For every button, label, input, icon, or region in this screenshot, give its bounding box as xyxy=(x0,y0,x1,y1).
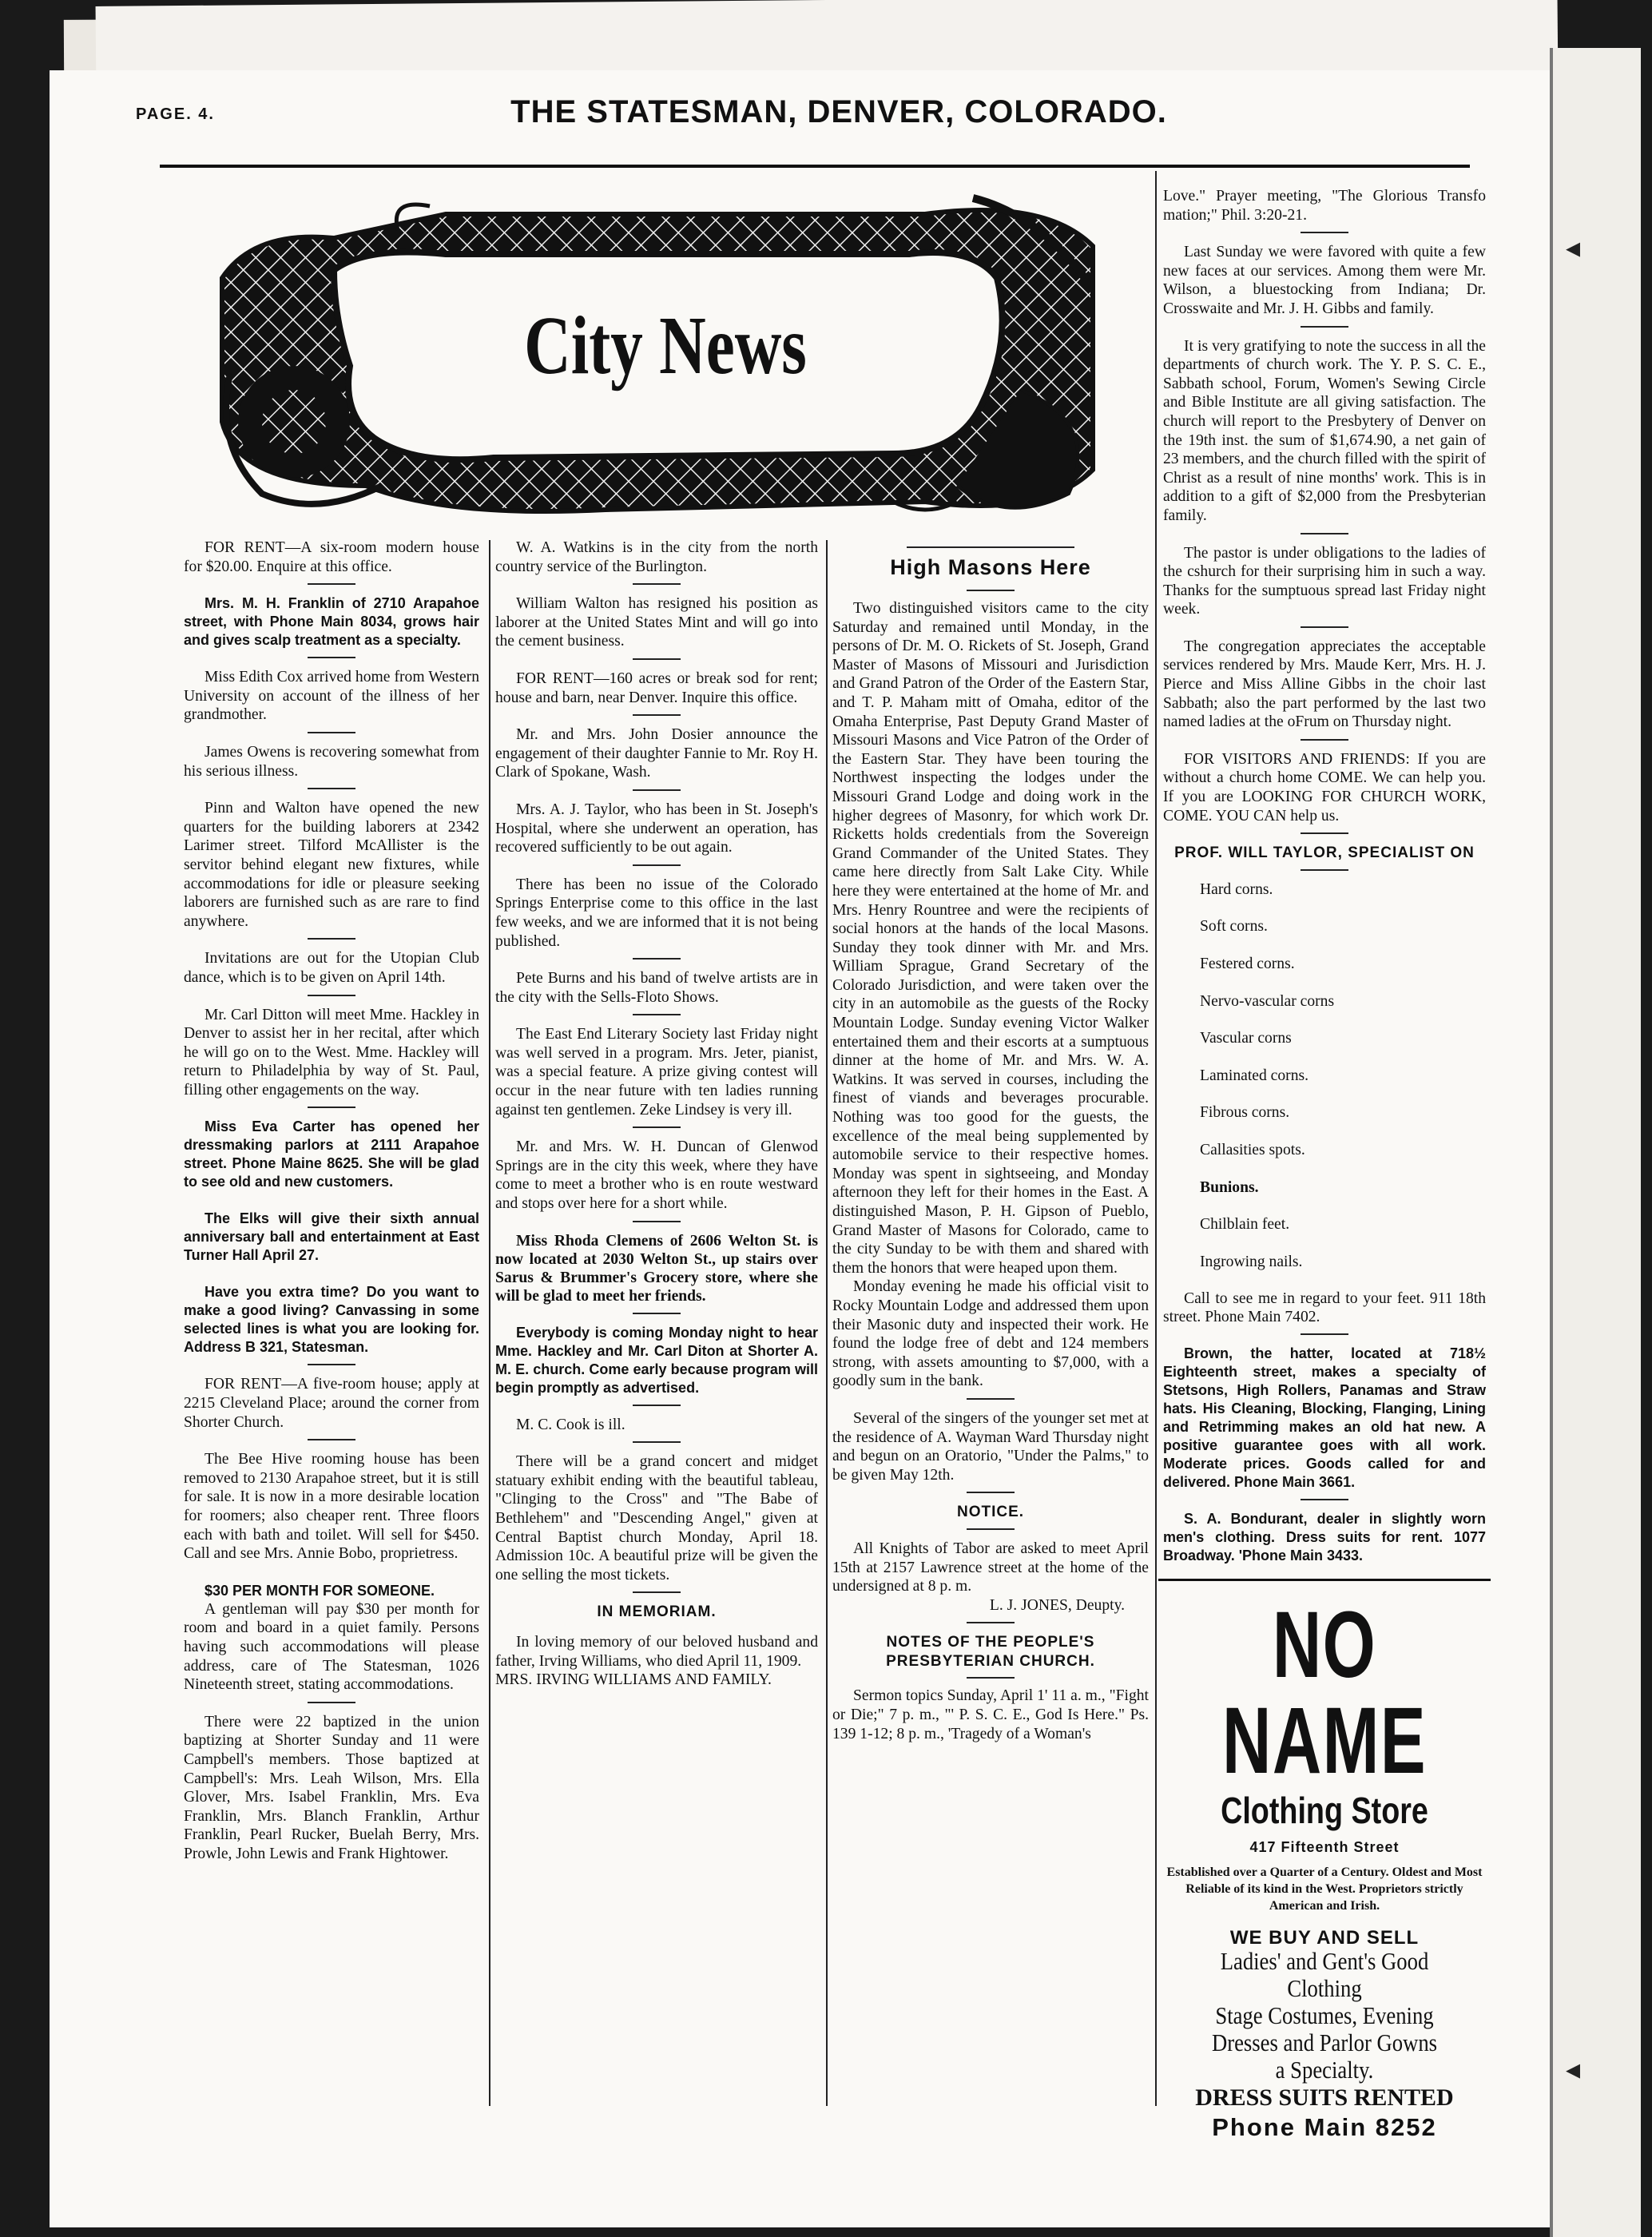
notice-heading: NOTICE. xyxy=(956,1504,1025,1521)
ad-line: Stage Costumes, Evening xyxy=(1215,2001,1434,2029)
divider xyxy=(633,1221,681,1222)
divider xyxy=(308,583,355,585)
divider xyxy=(633,1441,681,1443)
column-rule xyxy=(826,540,828,2106)
column-3 xyxy=(832,538,1149,1762)
no-name-clothing-ad xyxy=(1163,1592,1486,2142)
article: Miss Rhoda Clemens of 2606 Welton St. is now located at 2030 Welton St., up stairs over Sarus & Brummer's Grocery store, where she will be glad to meet her friends. xyxy=(495,1232,818,1305)
memoriam-signature: MRS. IRVING WILLIAMS AND FAMILY. xyxy=(495,1671,772,1689)
article: The Bee Hive rooming house has been removed to 2130 Arapahoe street, but it is still for sale. It is now in a more desirable location for roomers; also cheaper rent. Three floors each with bath and toilet. Will sell for $450. Call and see Mrs. Annie Bobo, proprietress. xyxy=(184,1451,479,1563)
article: The East End Literary Society last Friday night was well served in a program. Mrs. Jeter, pianist, was a special feature. A prize giving contest will occur in the near future with ten ladies running against ten gentlemen. Zeke Lindsey is very ill. xyxy=(495,1026,818,1118)
list-item: Bunions. xyxy=(1200,1178,1259,1196)
ad-established: Established over a Quarter of a Century. Oldest and Most Reliable of its kind in the West. Proprietors strictly American and Irish. xyxy=(1166,1865,1483,1913)
divider xyxy=(633,714,681,716)
divider xyxy=(633,1591,681,1593)
ad-line: Ladies' and Gent's Good Clothing xyxy=(1220,1946,1429,2002)
section-title: City News xyxy=(524,300,807,391)
divider xyxy=(967,1677,1015,1679)
divider xyxy=(1301,626,1348,628)
divider xyxy=(1301,533,1348,534)
list-item: Hard corns. xyxy=(1200,880,1273,898)
hatter-ad: Brown, the hatter, located at 718½ Eighteenth street, makes a specialty of Stetsons, High Rollers, Panamas and Straw hats. His Cleaning, Blocking, Flanging, Lining and Retrimming makes an old hat new. A positive guarantee goes with all work. Moderate prices. Goods called for and delivered. Phone Main 3661. xyxy=(1163,1345,1486,1491)
divider xyxy=(633,864,681,866)
binding-mark: ◂ xyxy=(1566,232,1581,264)
article: Everybody is coming Monday night to hear Mme. Hackley and Mr. Carl Diton at Shorter A. M. E. church. Come early because program will begin promptly as advertised. xyxy=(495,1324,818,1396)
list-item: Festered corns. xyxy=(1200,956,1295,972)
divider xyxy=(308,938,355,940)
city-news-banner xyxy=(206,182,1110,526)
ad-address: 417 Fifteenth Street xyxy=(1249,1839,1400,1856)
article: Invitations are out for the Utopian Club dance, which is to be given on April 14th. xyxy=(184,950,479,986)
divider xyxy=(967,1492,1015,1493)
list-item: Laminated corns. xyxy=(1200,1067,1309,1084)
list-item: Callasities spots. xyxy=(1200,1141,1305,1158)
article: Pinn and Walton have opened the new quarters for the building laborers at 2342 Larimer street. Tilford McAllister is the servitor behind elegant new fixtures, while accommodations for idle or pleasure seeking laborers are furnished such as are rare to find anywhere. xyxy=(184,800,479,930)
divider xyxy=(308,1107,355,1108)
column-2 xyxy=(495,538,818,1708)
ad-phone: Phone Main 8252 xyxy=(1212,2112,1437,2141)
divider xyxy=(967,1528,1015,1530)
ad-line: a Specialty. xyxy=(1275,2055,1374,2084)
article: There were 22 baptized in the union baptizing at Shorter Sunday and 11 were Campbell's members. Those baptized at Campbell's: Mrs. Leah Wilson, Mrs. Ella Glover, Mrs. Isabel Franklin, Mrs. Eva Franklin, Mrs. Blanch Franklin, Arthur Franklin, Pearl Rucker, Buelah Berry, Mrs. Prowle, John Lewis and Frank Hightower. xyxy=(184,1713,479,1862)
article: The congregation appreciates the acceptable services rendered by Mrs. Maude Kerr, Mrs. H. J. Pierce and Miss Alline Gibbs in the choir last Sabbath; also the part performed by the last two named ladies at the oFrum on Thursday night. xyxy=(1163,638,1486,731)
article: There has been no issue of the Colorado Springs Enterprise come to this office in the last few weeks, and we are informed that it is not being published. xyxy=(495,876,818,950)
memoriam-heading: IN MEMORIAM. xyxy=(597,1603,717,1621)
article: Two distinguished visitors came to the city Saturday and remained until Monday, in the persons of Dr. M. O. Rickets of St. Joseph, Grand Master of Masons of Missouri and Jurisdiction and Grand Patron of the Order of the Eastern Star, and T. P. Maham mitt of Omaha, editor of the Omaha Enterprise, Past Deputy Grand Master of Missouri Masons and Vice Patron of the Order of the Eastern Star. They have been touring the Northwest inspecting the lodges under the Missouri Grand Lodge and doing work in the higher degrees of Masonry, for which work Dr. Ricketts holds credentials from the Sovereign Grand Commander of the United States. They came here directly from Salt Lake City. While here they were entertained at the home of Mr. and Mrs. Henry Rountree and were the recipients of social honors at the hands of the local Masons. Sunday they took dinner with Mr. and Mrs. William Sprague, Grand Secretary of the Colorado Jurisdiction, and were taken over the city in an automobile as the guests of the Rocky Mountain Lodge. Sunday evening Victor Walker entertained them and their escorts at a sumptuous dinner at the home of Mr. and Mrs. W. A. Watkins. It was served in courses, including the finest of viands and beverages procurable. Nothing was too good for the guests, the excellence of the meal being supplemented by automobile service to their respective homes. Monday was spent in sightseeing, and Monday afternoon they left for their homes in the East. A distinguished Mason, P. H. Gipson of Pueblo, Grand Master of Masons for Colorado, came to the city Sunday to be with them and shared with them the honors that were heaped upon them. xyxy=(832,600,1149,1277)
article-heading: $30 PER MONTH FOR SOMEONE. xyxy=(205,1582,435,1599)
divider xyxy=(1301,739,1348,741)
ad-rule xyxy=(1158,1579,1491,1581)
divider xyxy=(633,1126,681,1128)
article: Love." Prayer meeting, "The Glorious Transfo mation;" Phil. 3:20-21. xyxy=(1163,188,1486,224)
taylor-ad: Call to see me in regard to your feet. 911 18th street. Phone Main 7402. xyxy=(1163,1290,1486,1326)
bondurant-ad: S. A. Bondurant, dealer in slightly worn men's clothing. Dress suits for rent. 1077 Broadway. 'Phone Main 3433. xyxy=(1163,1511,1486,1564)
divider xyxy=(967,590,1015,591)
article: Several of the singers of the younger set met at the residence of A. Wayman Ward Thursday night and begun on an Oratorio, "Under the Palms," to be given May 12th. xyxy=(832,1409,1149,1484)
article: There will be a grand concert and midget statuary exhibit ending with the beautiful tableau, "Clinging to the Cross" and "The Babe of Bethlehem" and "Descending Angel," given at Central Baptist church Monday, April 18. Admission 10c. A beautiful prize will be given the one selling the most tickets. xyxy=(495,1453,818,1583)
article: A gentleman will pay $30 per month for room and board in a quiet family. Persons having such accommodations will please address, care of The Statesman, 1026 Nineteenth street, stating accommodations. xyxy=(184,1600,479,1694)
divider xyxy=(308,788,355,789)
ad-dress-suits: DRESS SUITS RENTED xyxy=(1195,2084,1454,2111)
divider xyxy=(907,546,1074,548)
article: Have you extra time? Do you want to make a good living? Canvassing in some selected lines is what you are looking for. Address B 321, Statesman. xyxy=(184,1284,479,1356)
divider xyxy=(633,583,681,585)
divider xyxy=(1301,232,1348,233)
divider xyxy=(967,1622,1015,1623)
divider xyxy=(308,995,355,996)
memoriam-text: In loving memory of our beloved husband and father, Irving Williams, who died April 11, 1909. xyxy=(495,1633,818,1670)
column-4 xyxy=(1163,187,1486,2143)
article: Mrs. A. J. Taylor, who has been in St. Joseph's Hospital, where she underwent an operation, has recovered sufficiently to be out again. xyxy=(495,801,818,856)
article: The pastor is under obligations to the ladies of the cshurch for their surprising him in such a way. Thanks for the sumptuous spread last Friday night week. xyxy=(1163,544,1486,618)
divider xyxy=(633,658,681,660)
ad-line: Dresses and Parlor Gowns xyxy=(1211,2028,1438,2056)
article: FOR RENT—160 acres or break sod for rent; house and barn, near Denver. Inquire this office. xyxy=(495,670,818,706)
masons-headline: High Masons Here xyxy=(890,555,1091,579)
list-item: Nervo-vascular corns xyxy=(1200,992,1335,1010)
divider xyxy=(633,1405,681,1406)
article: Mrs. M. H. Franklin of 2710 Arapahoe street, with Phone Main 8034, grows hair and gives scalp treatment as a specialty. xyxy=(184,595,479,649)
church-notes-heading: NOTES OF THE PEOPLE'S PRESBYTERIAN CHURCH. xyxy=(886,1634,1095,1670)
column-rule xyxy=(489,540,490,2106)
column-rule xyxy=(1155,171,1157,2106)
article: Miss Eva Carter has opened her dressmaking parlors at 2111 Arapahoe street. Phone Maine 8625. She will be glad to see old and new customers. xyxy=(184,1118,479,1190)
ad-buy-sell: WE BUY AND SELL xyxy=(1229,1926,1420,1949)
divider xyxy=(1301,1333,1348,1335)
taylor-heading: PROF. WILL TAYLOR, SPECIALIST ON xyxy=(1174,844,1475,862)
ailment-list xyxy=(1163,880,1486,1272)
ad-store-type: Clothing Store xyxy=(1221,1790,1428,1832)
article: Miss Edith Cox arrived home from Western University on account of the illness of her grandmother. xyxy=(184,669,479,724)
divider xyxy=(308,732,355,733)
article: FOR VISITORS AND FRIENDS: If you are without a church home COME. We can help you. If you are LOOKING FOR CHURCH WORK, COME. YOU CAN help us. xyxy=(1163,750,1486,824)
article: It is very gratifying to note the success in all the departments of church work. The Y. P. S. C. E., Sabbath school, Forum, Women's Sewing Circle and Bible Institute are all giving satisfaction. The church will report to the Presbytery of Denver on the 19th inst. the sum of $1,674.90, a net gain of 23 members, and the church filled with the spirit of Christ as a result of nine months' work. This is in addition to a gift of $2,000 from the Presbyterian family. xyxy=(1163,337,1486,524)
list-item: Ingrowing nails. xyxy=(1200,1253,1303,1270)
divider xyxy=(633,1313,681,1314)
divider xyxy=(633,789,681,791)
article: Sermon topics Sunday, April 1' 11 a. m., "Fight or Die;" 7 p. m., "' P. S. C. E., God Is Here." Ps. 139 1-12; 8 p. m., 'Tragedy of a Woman's xyxy=(832,1687,1149,1742)
masthead: THE STATESMAN, DENVER, COLORADO. xyxy=(510,94,1167,129)
binding-mark: ◂ xyxy=(1566,2053,1581,2086)
list-item: Fibrous corns. xyxy=(1200,1104,1290,1122)
divider xyxy=(1301,326,1348,328)
article: Mr. and Mrs. W. H. Duncan of Glenwod Springs are in the city this week, where they have come to meet a brother who is en route westward and stops over here for a short while. xyxy=(495,1138,818,1213)
divider xyxy=(1301,832,1348,834)
divider xyxy=(633,958,681,960)
page-number: PAGE. 4. xyxy=(136,105,215,123)
divider xyxy=(633,1014,681,1015)
page-edge-strip xyxy=(1550,48,1641,2237)
column-1 xyxy=(184,538,479,1882)
article: M. C. Cook is ill. xyxy=(516,1416,625,1433)
article: Mr. Carl Ditton will meet Mme. Hackley in Denver to assist her in her recital, after which he will go on to the West. Mme. Hackley will return to Philadelphia by way of St. Paul, filling other engagements on the way. xyxy=(184,1006,479,1099)
divider xyxy=(308,1364,355,1365)
divider xyxy=(308,1439,355,1440)
article: Last Sunday we were favored with quite a few new faces at our services. Among them were Mr. Wilson, a bluestocking from Indiana; Dr. Crosswaite and Mr. J. H. Gibbs and family. xyxy=(1163,244,1486,317)
article: FOR RENT—A five-room house; apply at 2215 Cleveland Place; around the corner from Shorter Church. xyxy=(184,1376,479,1431)
article: Pete Burns and his band of twelve artists are in the city with the Sells-Floto Shows. xyxy=(495,970,818,1006)
article: Monday evening he made his official visit to Rocky Mountain Lodge and addressed them upon their Masonic duty and inspected their work. He found the lodge free of debt and 124 members strong, with assets amounting to $7,000, with a goodly sum in the bank. xyxy=(832,1278,1149,1390)
list-item: Chilblain feet. xyxy=(1200,1216,1290,1234)
divider xyxy=(1301,1499,1348,1500)
article: Mr. and Mrs. John Dosier announce the engagement of their daughter Fannie to Mr. Roy H. Clark of Spokane, Wash. xyxy=(495,726,818,781)
divider xyxy=(308,657,355,658)
divider xyxy=(967,1398,1015,1400)
article: FOR RENT—A six-room modern house for $20.00. Enquire at this office. xyxy=(184,539,479,575)
notice-text: All Knights of Tabor are asked to meet April 15th at 2157 Lawrence street at the home of the undersigned at 8 p. m. xyxy=(832,1540,1149,1595)
article: William Walton has resigned his position as laborer at the United States Mint and will go into the cement business. xyxy=(495,595,818,650)
notice-signature: L. J. JONES, Deupty. xyxy=(989,1596,1125,1614)
article: James Owens is recovering somewhat from his serious illness. xyxy=(184,743,479,780)
article: W. A. Watkins is in the city from the north country service of the Burlington. xyxy=(495,539,818,575)
divider xyxy=(308,1702,355,1703)
article: The Elks will give their sixth annual anniversary ball and entertainment at East Turner Hall April 27. xyxy=(184,1210,479,1264)
list-item: Vascular corns xyxy=(1200,1030,1292,1047)
header-rule xyxy=(160,165,1470,168)
divider xyxy=(1301,869,1348,871)
ad-store-name: NO NAME xyxy=(1222,1592,1427,1794)
list-item: Soft corns. xyxy=(1200,918,1268,936)
